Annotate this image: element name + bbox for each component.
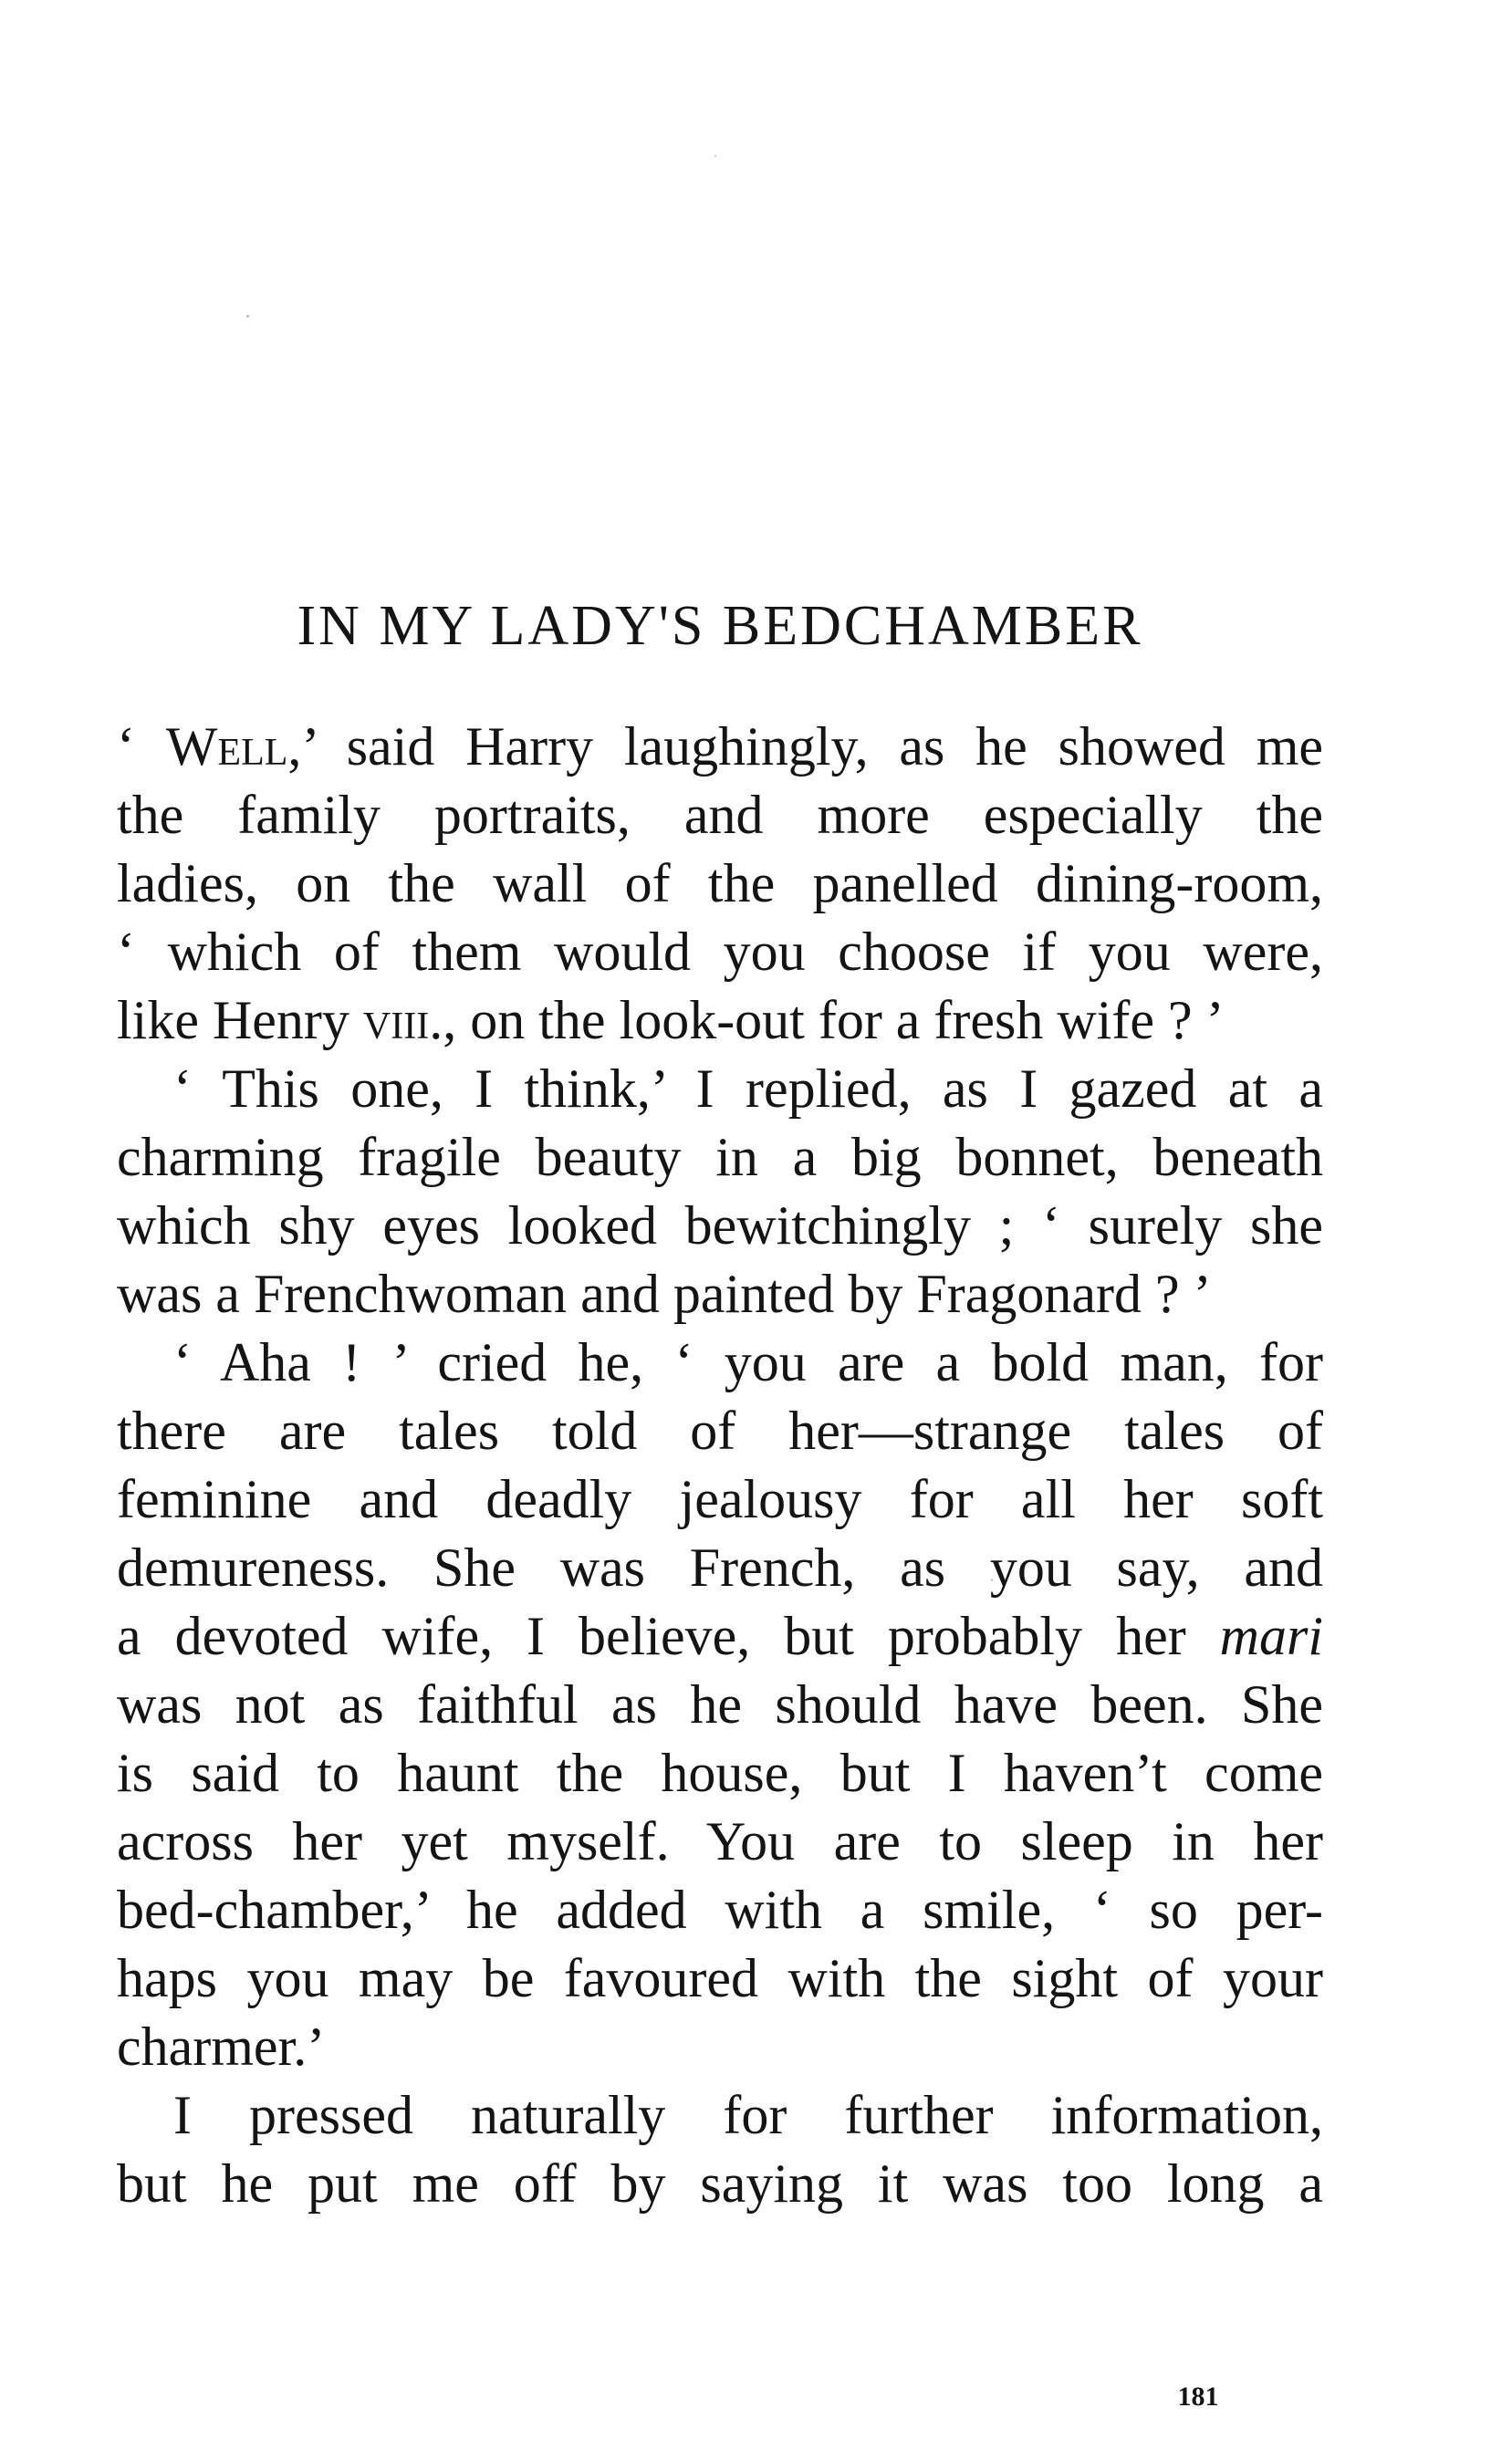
text-line: bed-chamber,’ he added with a smile, ‘ so per- [117, 1880, 1323, 1940]
text-line: ‘ This one, I think,’ I replied, as I gazed at a [173, 1058, 1323, 1119]
text-line: charming fragile beauty in a big bonnet, beneath [117, 1127, 1323, 1187]
text-line: which shy eyes looked bewitchingly ; ‘ surely she [117, 1195, 1323, 1256]
text-line: ladies, on the wall of the panelled dining-room, [117, 853, 1323, 913]
text-line: like Henry viii., on the look-out for a fresh wife ? ’ [117, 990, 1225, 1050]
text-line: a devoted wife, I believe, but probably her mari [117, 1606, 1323, 1666]
text-line: but he put me off by saying it was too long a [117, 2153, 1323, 2214]
body-text [117, 713, 1323, 2218]
italic-word: mari [1219, 1606, 1323, 1666]
small-caps-word: Well [165, 716, 288, 777]
text-line: ‘ which of them would you choose if you were, [117, 922, 1323, 982]
paper-speck [246, 315, 249, 318]
text-line: the family portraits, and more especially the [117, 785, 1323, 845]
page-number: 181 [1177, 2382, 1219, 2412]
chapter-title: IN MY LADY'S BEDCHAMBER [297, 595, 1143, 657]
text-line: ‘ Well,’ said Harry laughingly, as he showed me [117, 716, 1323, 777]
text-line: ‘ Aha ! ’ cried he, ‘ you are a bold man, for [173, 1332, 1323, 1392]
text-line: demureness. She was French, as you say, and [117, 1537, 1323, 1598]
text-line: there are tales told of her—strange tales of [117, 1401, 1323, 1461]
text-line: was not as faithful as he should have been. She [117, 1674, 1323, 1735]
text-line: is said to haunt the house, but I haven’t come [117, 1743, 1323, 1803]
text-line: across her yet myself. You are to sleep in her [117, 1811, 1323, 1871]
text-line: feminine and deadly jealousy for all her soft [117, 1469, 1323, 1529]
text-line: charmer.’ [117, 2017, 326, 2077]
text-line: haps you may be favoured with the sight of your [117, 1948, 1323, 2008]
text-line: I pressed naturally for further information, [173, 2085, 1323, 2145]
text-line: was a Frenchwoman and painted by Fragonard ? ’ [117, 1264, 1212, 1324]
small-caps-numeral: viii [362, 990, 430, 1050]
paper-speck [714, 155, 716, 157]
